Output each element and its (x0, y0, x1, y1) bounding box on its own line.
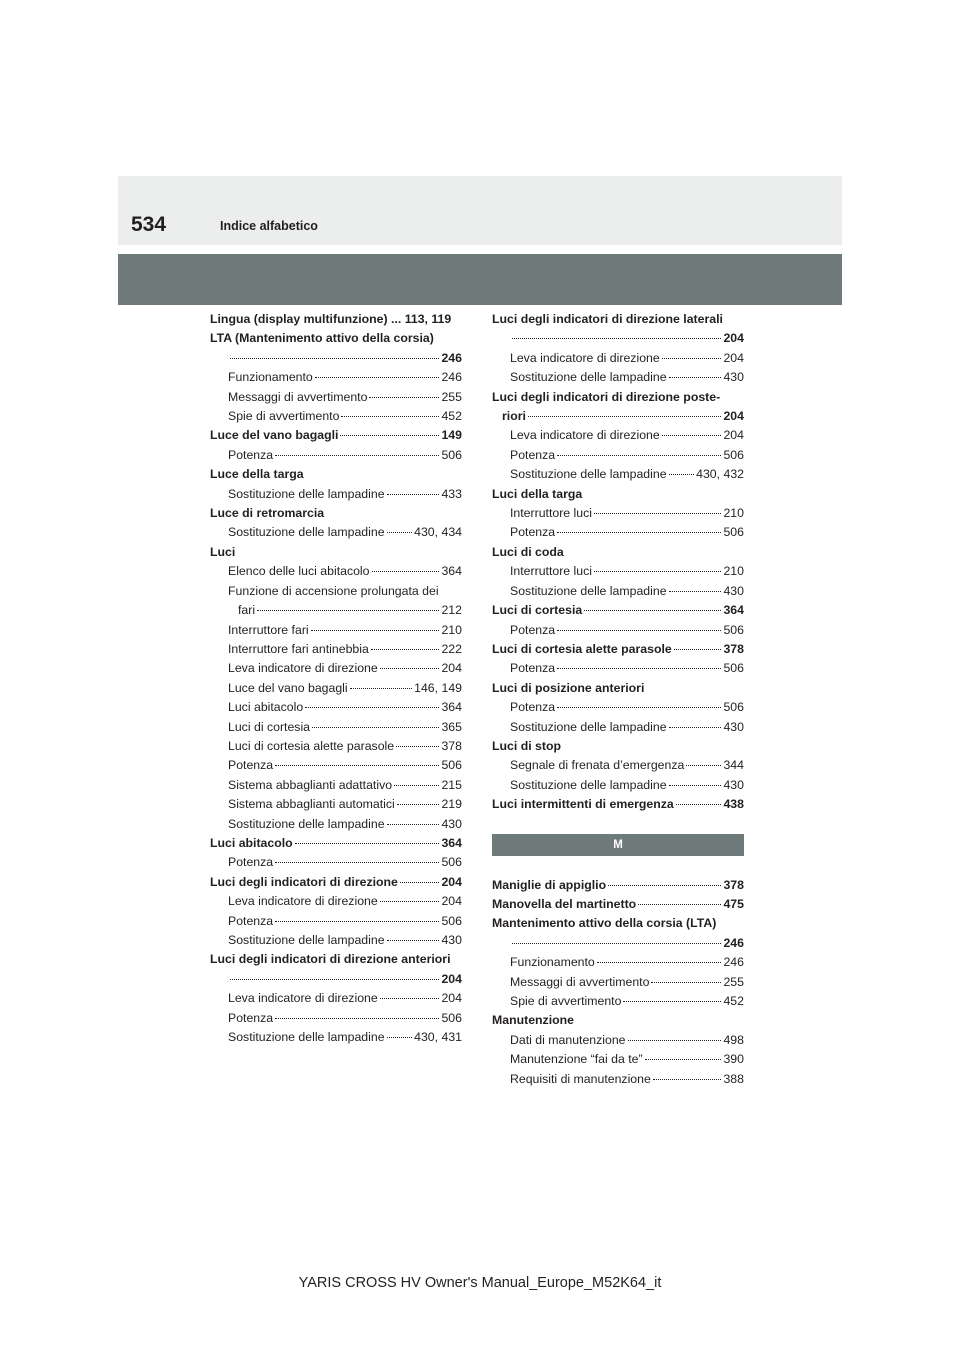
entry-text: Sostituzione delle lampadine (510, 467, 667, 482)
entry-page-numbers: 204 (441, 661, 462, 676)
index-subentry (210, 912, 462, 931)
index-heading: Luci (210, 544, 236, 559)
dot-leader (557, 668, 721, 669)
entry-page-numbers: 430 (723, 370, 744, 385)
dot-leader (305, 707, 439, 708)
entry-page-numbers: 506 (723, 622, 744, 637)
entry-text: Leva indicatore di direzione (510, 428, 660, 443)
index-entry (492, 876, 744, 895)
entry-text: Luci abitacolo (210, 835, 293, 850)
entry-page-numbers: 215 (441, 777, 462, 792)
index-subentry (492, 465, 744, 484)
entry-page-numbers: 452 (723, 994, 744, 1008)
entry-text: Potenza (510, 622, 556, 637)
index-subentry (492, 1031, 744, 1050)
entry-text: Potenza (510, 525, 556, 540)
index-entry (210, 426, 462, 445)
dot-leader (674, 649, 722, 650)
dot-leader (557, 630, 721, 631)
index-subentry (210, 756, 462, 775)
dot-leader (557, 455, 721, 456)
index-subentry (492, 446, 744, 465)
index-subentry (210, 446, 462, 465)
entry-text: Potenza (510, 447, 556, 462)
entry-text: Potenza (510, 700, 556, 715)
dot-leader (396, 746, 439, 747)
index-heading: Mantenimento attivo della corsia (LTA) (492, 916, 717, 931)
entry-page-numbers: 149 (441, 428, 462, 443)
entry-page-numbers: 390 (723, 1052, 744, 1067)
index-subentry (210, 1028, 462, 1047)
index-subentry (492, 368, 744, 387)
entry-text: Sistema abbaglianti adattativo (228, 777, 393, 792)
entry-page-numbers: 210 (441, 622, 462, 637)
entry-page-numbers: 364 (441, 700, 462, 715)
dot-leader (371, 649, 440, 650)
index-subentry (210, 485, 462, 504)
entry-page-numbers: 204 (723, 428, 744, 443)
index-heading: Luci degli indicatori di direzione poste- (492, 389, 721, 404)
index-subentry (210, 698, 462, 717)
entry-text: Sistema abbaglianti automatici (228, 797, 395, 812)
index-subentry (210, 388, 462, 407)
dot-leader (528, 416, 722, 417)
entry-text: Requisiti di manutenzione (510, 1071, 651, 1086)
index-entry (492, 640, 744, 659)
entry-text: riori (502, 409, 526, 424)
entry-text: Leva indicatore di direzione (228, 991, 378, 1006)
entry-text: Sostituzione delle lampadine (228, 816, 385, 831)
dot-leader (295, 843, 440, 844)
entry-page-numbers: 506 (441, 1010, 462, 1025)
entry-text: Sostituzione delle lampadine (510, 719, 667, 734)
dot-leader (275, 1018, 439, 1019)
index-entry (210, 834, 462, 853)
entry-text: Funzionamento (510, 955, 595, 970)
dot-leader (397, 804, 440, 805)
entry-text: Manutenzione “fai da te” (510, 1052, 643, 1067)
dot-leader (686, 765, 721, 766)
entry-page-numbers: 210 (723, 564, 744, 579)
dot-leader (638, 904, 721, 905)
entry-page-numbers: 430 (723, 583, 744, 598)
entry-page-numbers: 430, 434 (414, 525, 462, 540)
entry-text: Luci di cortesia (228, 719, 311, 734)
index-subentry (210, 601, 462, 620)
index-subentry (492, 973, 744, 992)
entry-page-numbers: 452 (441, 409, 462, 424)
index-heading: Manutenzione (492, 1013, 574, 1028)
entry-page-numbers: 506 (723, 661, 744, 676)
index-letter-header: M (492, 834, 744, 856)
entry-page-numbers: 146, 149 (414, 680, 462, 695)
index-subentry (492, 659, 744, 678)
index-subentry (492, 992, 744, 1011)
entry-page-numbers: 506 (723, 447, 744, 462)
entry-page-numbers: 378 (723, 877, 744, 892)
entry-page-numbers: 246 (441, 350, 462, 365)
entry-text: Sostituzione delle lampadine (228, 1030, 385, 1045)
index-entry (492, 895, 744, 914)
entry-page-numbers: 364 (441, 835, 462, 850)
dot-leader (380, 668, 440, 669)
index-subentry (492, 562, 744, 581)
entry-text: Funzionamento (228, 370, 313, 385)
index-subentry (210, 892, 462, 911)
index-subentry (210, 407, 462, 426)
dot-leader (623, 1001, 721, 1002)
dot-leader (380, 998, 440, 999)
dot-leader (512, 338, 721, 339)
entry-page-numbers: 219 (441, 797, 462, 812)
entry-page-numbers: 246 (723, 935, 744, 950)
index-heading: Luci degli indicatori di direzione anteriori (210, 952, 451, 967)
index-column-left (210, 310, 462, 1047)
entry-page-numbers: 506 (441, 913, 462, 928)
entry-text: Lingua (display multifunzione) ... 113, 119 (210, 312, 452, 326)
entry-page-numbers: 430 (723, 777, 744, 792)
entry-text: Sostituzione delle lampadine (510, 370, 667, 385)
index-subentry (210, 815, 462, 834)
dot-leader (669, 727, 722, 728)
index-subentry (210, 931, 462, 950)
index-heading: Luci della targa (492, 486, 583, 501)
dot-leader (257, 610, 439, 611)
index-subentry (492, 621, 744, 640)
index-subentry (492, 1050, 744, 1069)
index-heading: Luci di stop (492, 738, 561, 753)
entry-text: fari (238, 603, 256, 618)
entry-text: Luci di cortesia alette parasole (228, 738, 395, 753)
index-subentry (492, 934, 744, 953)
entry-page-numbers: 498 (723, 1032, 744, 1047)
entry-page-numbers: 212 (441, 603, 462, 618)
entry-text: Interruttore fari (228, 622, 309, 637)
entry-text: Interruttore fari antinebbia (228, 641, 369, 656)
entry-page-numbers: 246 (441, 370, 462, 385)
index-subentry (210, 718, 462, 737)
entry-text: Potenza (510, 661, 556, 676)
dot-leader (669, 591, 722, 592)
index-subentry (492, 329, 744, 348)
entry-page-numbers: 204 (441, 991, 462, 1006)
entry-page-numbers: 204 (723, 331, 744, 346)
entry-page-numbers: 204 (441, 894, 462, 909)
dot-leader (608, 885, 721, 886)
dot-leader (387, 494, 440, 495)
dot-leader (275, 765, 439, 766)
dot-leader (594, 571, 721, 572)
index-subentry (210, 776, 462, 795)
entry-text: Spie di avvertimento (228, 409, 340, 424)
dot-leader (662, 435, 722, 436)
entry-page-numbers: 222 (441, 641, 462, 656)
index-subentry (210, 989, 462, 1008)
dot-leader (387, 1037, 413, 1038)
entry-page-numbers: 438 (723, 797, 744, 812)
dot-leader (387, 532, 413, 533)
dot-leader (387, 940, 440, 941)
entry-page-numbers: 204 (723, 409, 744, 424)
index-subentry (210, 795, 462, 814)
dot-leader (311, 630, 440, 631)
page-number: 534 (131, 213, 167, 236)
dot-leader (653, 1079, 722, 1080)
entry-page-numbers: 430 (441, 933, 462, 947)
entry-page-numbers: 210 (723, 506, 744, 521)
index-column-right (492, 310, 744, 1089)
dot-leader (275, 455, 439, 456)
entry-page-numbers: 255 (723, 974, 744, 989)
dot-leader (312, 727, 439, 728)
index-subentry (492, 756, 744, 775)
dot-leader (628, 1040, 722, 1041)
index-entry (210, 873, 462, 892)
index-subentry (492, 1070, 744, 1089)
dot-leader (369, 397, 439, 398)
entry-page-numbers: 204 (441, 971, 462, 986)
dot-leader (651, 982, 721, 983)
entry-page-numbers: 506 (723, 700, 744, 715)
index-subentry (210, 640, 462, 659)
entry-text: Potenza (228, 758, 274, 773)
entry-text: Luci di cortesia alette parasole (492, 641, 672, 656)
index-subheading: Funzione di accensione prolungata dei (228, 583, 439, 598)
index-subentry (492, 698, 744, 717)
index-subentry (492, 407, 744, 426)
entry-page-numbers: 506 (441, 447, 462, 462)
section-banner (118, 254, 842, 305)
index-subentry (492, 523, 744, 542)
entry-page-numbers: 430, 431 (414, 1030, 462, 1045)
entry-page-numbers: 204 (723, 350, 744, 365)
dot-leader (340, 435, 439, 436)
dot-leader (350, 688, 412, 689)
entry-page-numbers: 388 (723, 1071, 744, 1086)
entry-text: Spie di avvertimento (510, 994, 622, 1008)
entry-text: Manovella del martinetto (492, 896, 637, 911)
index-subentry (210, 1009, 462, 1028)
entry-text: Potenza (228, 1010, 274, 1025)
entry-page-numbers: 433 (441, 486, 462, 501)
entry-text: Luce del vano bagagli (228, 680, 348, 695)
entry-text: Sostituzione delle lampadine (510, 583, 667, 598)
entry-text: Luci di cortesia (492, 603, 583, 618)
entry-page-numbers: 506 (441, 758, 462, 773)
index-subentry (210, 621, 462, 640)
footer-text: YARIS CROSS HV Owner's Manual_Europe_M52K64_it (298, 1275, 662, 1291)
dot-leader (669, 377, 722, 378)
dot-leader (669, 474, 695, 475)
entry-page-numbers: 475 (723, 896, 744, 911)
index-subentry (492, 718, 744, 737)
entry-page-numbers: 506 (723, 525, 744, 540)
index-subentry (492, 582, 744, 601)
dot-leader (315, 377, 440, 378)
entry-page-numbers: 204 (441, 874, 462, 889)
index-subentry (210, 853, 462, 872)
entry-text: Messaggi di avvertimento (510, 974, 650, 989)
index-subentry (492, 504, 744, 523)
entry-page-numbers: 365 (441, 719, 462, 734)
dot-leader (400, 882, 440, 883)
entry-text: Sostituzione delle lampadine (510, 777, 667, 792)
index-entry (492, 795, 744, 814)
dot-leader (230, 979, 439, 980)
dot-leader (557, 532, 721, 533)
index-subentry (210, 737, 462, 756)
entry-text: Sostituzione delle lampadine (228, 933, 385, 947)
index-heading: Luce della targa (210, 467, 304, 482)
index-subentry (492, 426, 744, 445)
index-subentry (210, 368, 462, 387)
index-heading: Luci di coda (492, 544, 564, 559)
index-subentry (210, 562, 462, 581)
entry-text: Sostituzione delle lampadine (228, 486, 385, 501)
index-entry (210, 310, 462, 329)
entry-text: Leva indicatore di direzione (510, 350, 660, 365)
dot-leader (669, 785, 722, 786)
entry-text: Luce del vano bagagli (210, 428, 339, 443)
entry-page-numbers: 246 (723, 955, 744, 970)
entry-text: Leva indicatore di direzione (228, 894, 378, 909)
entry-text: Luci abitacolo (228, 700, 304, 715)
entry-text: Messaggi di avvertimento (228, 389, 368, 404)
entry-text: Elenco delle luci abitacolo (228, 564, 370, 579)
entry-page-numbers: 430, 432 (696, 467, 744, 482)
entry-text: Potenza (228, 447, 274, 462)
entry-text: Leva indicatore di direzione (228, 661, 378, 676)
entry-page-numbers: 255 (441, 389, 462, 404)
entry-page-numbers: 378 (723, 641, 744, 656)
dot-leader (230, 358, 439, 359)
index-heading: LTA (Mantenimento attivo della corsia) (210, 331, 434, 346)
dot-leader (594, 513, 721, 514)
dot-leader (676, 804, 722, 805)
index-subentry (492, 776, 744, 795)
index-heading: Luci di posizione anteriori (492, 680, 645, 695)
dot-leader (597, 962, 722, 963)
entry-page-numbers: 364 (723, 603, 744, 618)
index-entry (492, 601, 744, 620)
entry-page-numbers: 378 (441, 738, 462, 753)
index-subentry (492, 953, 744, 972)
dot-leader (380, 901, 440, 902)
entry-text: Segnale di frenata d’emergenza (510, 758, 685, 773)
entry-text: Potenza (228, 913, 274, 928)
entry-text: Potenza (228, 855, 274, 870)
entry-text: Interruttore luci (510, 506, 593, 521)
index-heading: Luce di retromarcia (210, 506, 325, 521)
entry-text: Sostituzione delle lampadine (228, 525, 385, 540)
entry-text: Maniglie di appiglio (492, 877, 607, 892)
index-subentry (210, 659, 462, 678)
dot-leader (645, 1059, 722, 1060)
dot-leader (662, 358, 722, 359)
dot-leader (372, 571, 440, 572)
entry-text: Luci intermittenti di emergenza (492, 797, 674, 812)
index-subentry (210, 349, 462, 368)
entry-text: Dati di manutenzione (510, 1032, 626, 1047)
header-band (118, 176, 842, 245)
entry-page-numbers: 344 (723, 758, 744, 773)
entry-text: Interruttore luci (510, 564, 593, 579)
dot-leader (341, 416, 439, 417)
dot-leader (387, 824, 440, 825)
index-subentry (210, 523, 462, 542)
dot-leader (512, 943, 721, 944)
dot-leader (275, 862, 439, 863)
dot-leader (275, 921, 439, 922)
entry-page-numbers: 364 (441, 564, 462, 579)
dot-leader (557, 707, 721, 708)
index-subentry (210, 970, 462, 989)
entry-page-numbers: 430 (723, 719, 744, 734)
dot-leader (394, 785, 439, 786)
entry-page-numbers: 506 (441, 855, 462, 870)
entry-text: Luci degli indicatori di direzione (210, 874, 398, 889)
index-heading: Luci degli indicatori di direzione laterali (492, 312, 723, 326)
dot-leader (584, 610, 721, 611)
index-subentry (492, 349, 744, 368)
section-title: Indice alfabetico (220, 219, 318, 233)
entry-page-numbers: 430 (441, 816, 462, 831)
index-subentry (210, 679, 462, 698)
